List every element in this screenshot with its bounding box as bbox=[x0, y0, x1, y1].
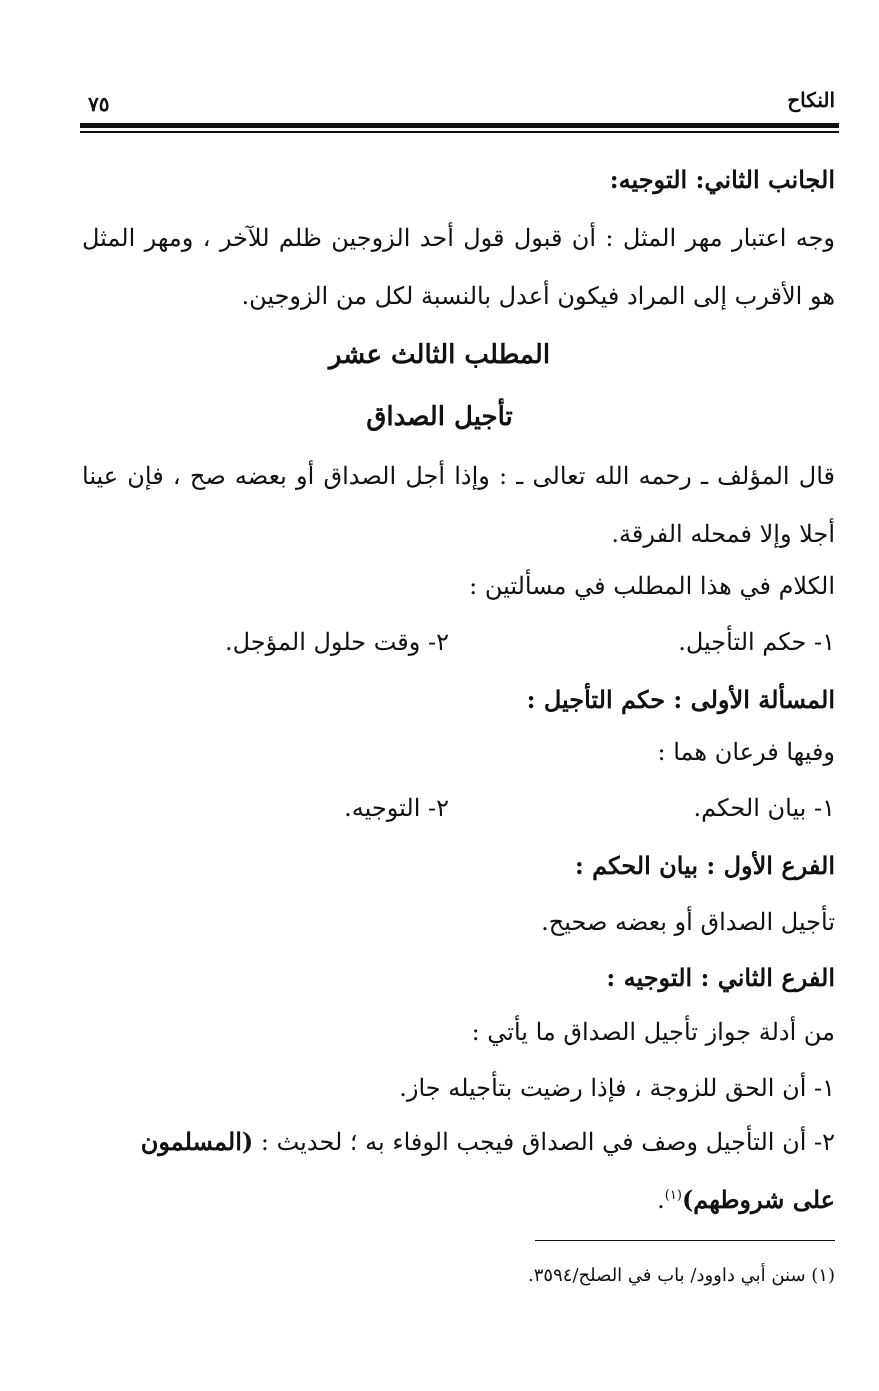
subsection-heading: المسألة الأولى : حكم التأجيل : bbox=[526, 685, 835, 714]
paragraph-line: وجه اعتبار مهر المثل : أن قبول قول أحد الزوجين ظلم للآخر ، ومهر المثل bbox=[82, 224, 835, 252]
list-item: ٢- التوجيه. bbox=[344, 794, 449, 822]
page-number: ٧٥ bbox=[88, 92, 110, 116]
list-item: ١- بيان الحكم. bbox=[693, 794, 835, 822]
subsection-heading: الجانب الثاني: التوجيه: bbox=[609, 165, 835, 194]
list-item: ١- حكم التأجيل. bbox=[678, 628, 835, 656]
footnote-ref: (١) bbox=[664, 1188, 682, 1203]
paragraph-line: ١- أن الحق للزوجة ، فإذا رضيت بتأجيله جاز. bbox=[399, 1074, 835, 1102]
subsection-heading: الفرع الأول : بيان الحكم : bbox=[574, 851, 835, 880]
text-run: . bbox=[657, 1186, 665, 1214]
hadith-quote: (المسلمون bbox=[140, 1127, 254, 1156]
paragraph-line: تأجيل الصداق أو بعضه صحيح. bbox=[541, 908, 835, 936]
paragraph-line: أجلا وإلا فمحله الفرقة. bbox=[611, 520, 835, 548]
footnote-separator bbox=[535, 1240, 835, 1241]
paragraph-line bbox=[141, 1122, 835, 1162]
text-run: ٢- أن التأجيل وصف في الصداق فيجب الوفاء به ؛ لحديث : bbox=[260, 1128, 835, 1156]
header-rule-thick bbox=[80, 123, 839, 128]
paragraph-line: قال المؤلف ـ رحمه الله تعالى ـ : وإذا أجل الصداق أو بعضه صح ، فإن عينا bbox=[82, 462, 835, 490]
list-item: ٢- وقت حلول المؤجل. bbox=[224, 628, 449, 656]
paragraph-line: وفيها فرعان هما : bbox=[657, 738, 835, 766]
paragraph-line: الكلام في هذا المطلب في مسألتين : bbox=[469, 572, 835, 600]
subsection-heading: الفرع الثاني : التوجيه : bbox=[606, 963, 835, 992]
paragraph-line: من أدلة جواز تأجيل الصداق ما يأتي : bbox=[471, 1018, 835, 1046]
paragraph-line: هو الأقرب إلى المراد فيكون أعدل بالنسبة لكل من الزوجين. bbox=[241, 282, 835, 310]
page-header bbox=[80, 78, 839, 138]
footnote: (١) سنن أبي داوود/ باب في الصلح/٣٥٩٤. bbox=[528, 1265, 835, 1286]
running-title: النكاح bbox=[787, 88, 835, 112]
section-heading: المطلب الثالث عشر bbox=[328, 340, 551, 370]
header-rule-thin bbox=[80, 131, 839, 133]
hadith-quote: على شروطهم) bbox=[681, 1185, 835, 1214]
paragraph-line bbox=[657, 1176, 835, 1220]
section-title: تأجيل الصداق bbox=[366, 402, 513, 432]
